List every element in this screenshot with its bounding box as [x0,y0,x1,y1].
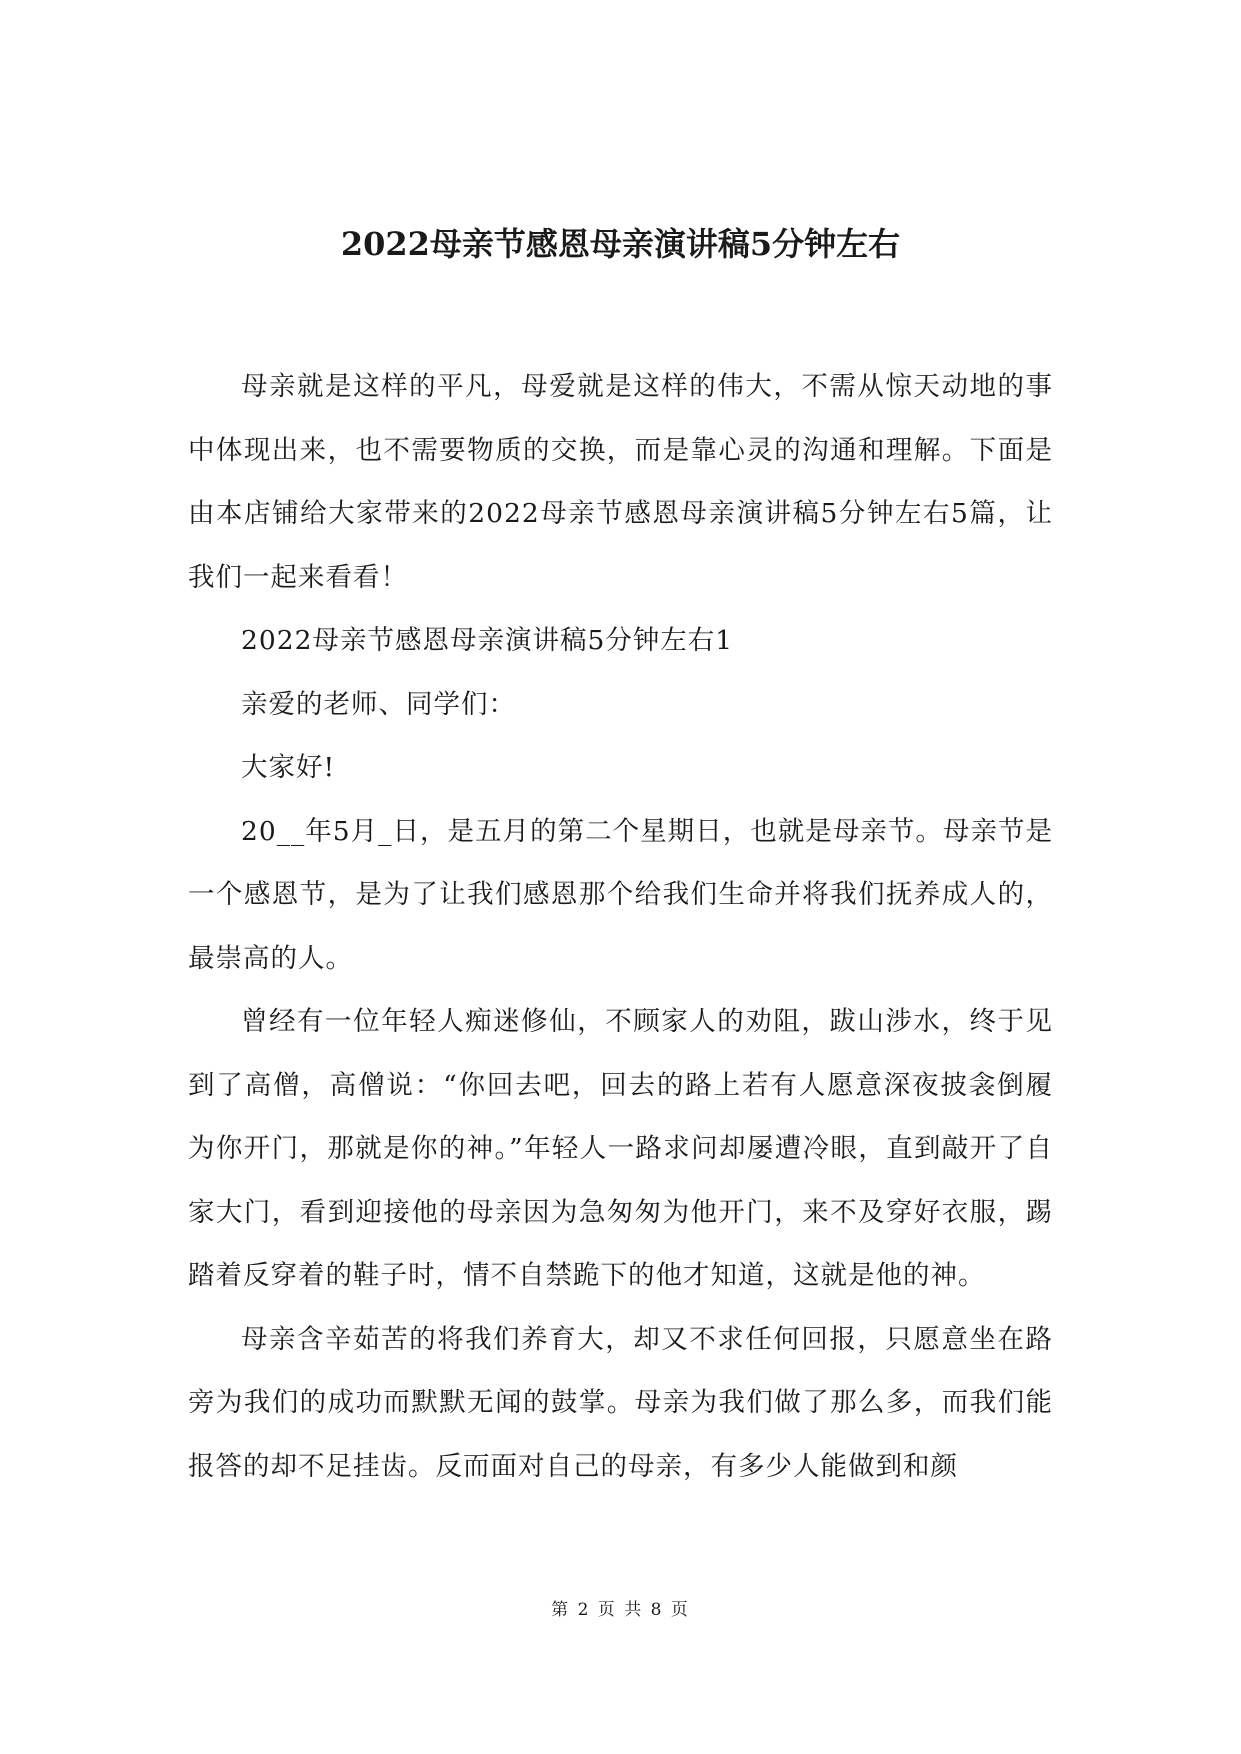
paragraph-gratitude: 母亲含辛茹苦的将我们养育大，却又不求任何回报，只愿意坐在路旁为我们的成功而默默无闻的鼓掌。母亲为我们做了那么多，而我们能报答的却不足挂齿。反而面对自己的母亲，有多少人能做到和颜 [188,1323,1053,1482]
paragraph-greeting: 大家好! [241,752,336,783]
paragraph-story: 曾经有一位年轻人痴迷修仙，不顾家人的劝阻，跋山涉水，终于见到了高僧，高僧说：“你回去吧，回去的路上若有人愿意深夜披衾倒履为你开门，那就是你的神。”年轻人一路求问却屡遭冷眼，直到敲开了自家大门，看到迎接他的母亲因为急匆匆为他开门，来不及穿好衣服，踢踏着反穿着的鞋子时，情不自禁跪下的他才知道，这就是他的神。 [188,1006,1053,1291]
document-title: 2022母亲节感恩母亲演讲稿5分钟左右 [340,225,901,263]
document-body [188,355,1053,1498]
paragraph-salutation: 亲爱的老师、同学们： [241,688,516,720]
page-number-footer: 第 2 页 共 8 页 [551,1600,690,1620]
paragraph-date: 20__年5月_日，是五月的第二个星期日，也就是母亲节。母亲节是一个感恩节，是为了让我们感恩那个给我们生命并将我们抚养成人的，最崇高的人。 [188,815,1053,974]
paragraph-section-heading: 2022母亲节感恩母亲演讲稿5分钟左右1 [241,625,734,656]
paragraph-intro: 母亲就是这样的平凡，母爱就是这样的伟大，不需从惊天动地的事中体现出来，也不需要物质的交换，而是靠心灵的沟通和理解。下面是由本店铺给大家带来的2022母亲节感恩母亲演讲稿5分钟左右5篇，让我们一起来看看！ [188,371,1053,593]
